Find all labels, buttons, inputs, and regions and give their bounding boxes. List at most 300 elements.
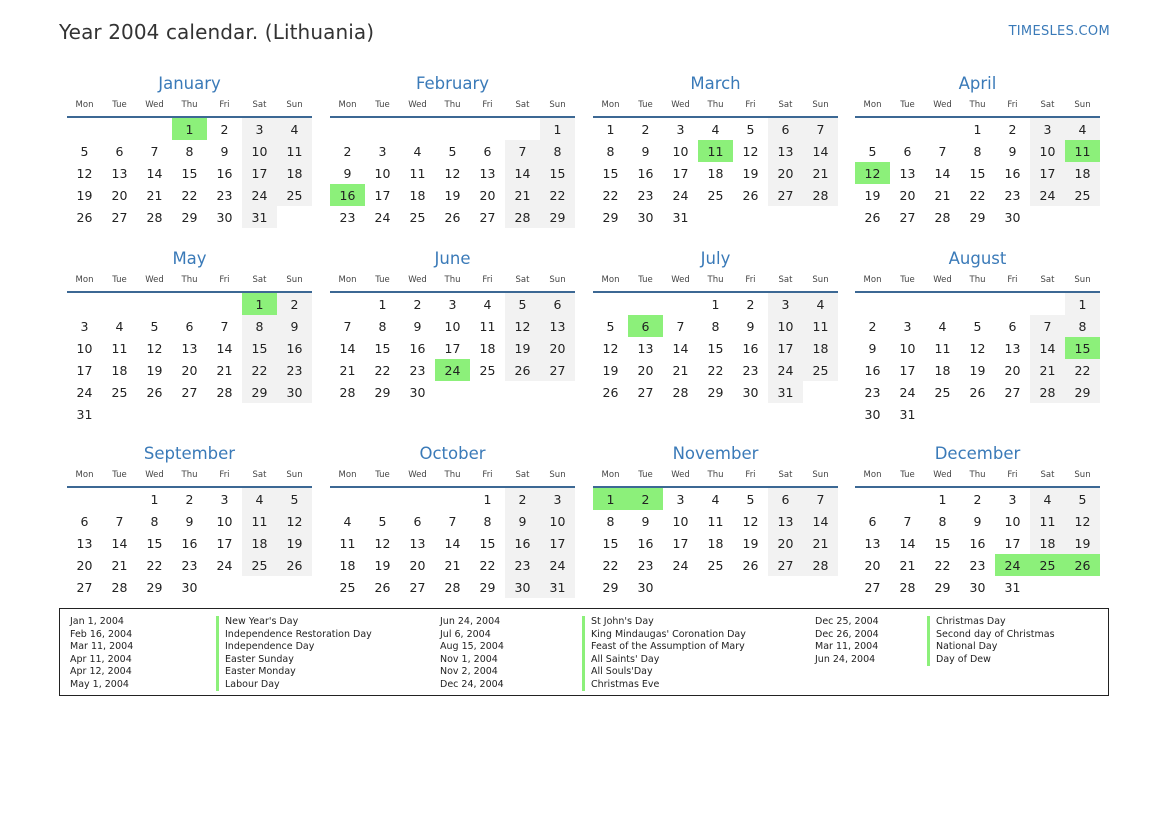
weekday-header: Tue bbox=[890, 97, 925, 117]
month-name: November bbox=[672, 444, 759, 463]
day-cell: 27 bbox=[864, 579, 881, 595]
empty-day-cell bbox=[890, 292, 925, 315]
holiday-name: New Year's Day bbox=[216, 616, 298, 629]
day-cell: 21 bbox=[899, 557, 916, 573]
weekday-header: Wed bbox=[400, 97, 435, 117]
day-cell: 3 bbox=[903, 318, 912, 334]
holiday-day-cell: 15 bbox=[1065, 337, 1100, 359]
weekday-header: Wed bbox=[925, 467, 960, 487]
holiday-date: Aug 15, 2004 bbox=[440, 641, 504, 652]
day-cell: 19 bbox=[277, 532, 312, 554]
day-cell: 20 bbox=[540, 337, 575, 359]
empty-day-cell bbox=[277, 206, 312, 228]
holiday-name: National Day bbox=[927, 641, 997, 654]
day-cell: 17 bbox=[1004, 535, 1021, 551]
day-cell: 31 bbox=[76, 406, 93, 422]
empty-day-cell bbox=[540, 381, 575, 403]
empty-day-cell bbox=[768, 576, 803, 598]
weekday-header: Fri bbox=[995, 272, 1030, 292]
day-cell: 31 bbox=[672, 209, 689, 225]
day-cell: 25 bbox=[1065, 184, 1100, 206]
empty-day-cell bbox=[137, 117, 172, 140]
day-cell: 16 bbox=[742, 340, 759, 356]
empty-day-cell bbox=[277, 403, 312, 425]
day-cell: 26 bbox=[277, 554, 312, 576]
day-cell: 15 bbox=[146, 535, 163, 551]
weekday-header: Tue bbox=[102, 272, 137, 292]
empty-day-cell bbox=[890, 487, 925, 510]
day-cell: 30 bbox=[742, 384, 759, 400]
day-cell: 8 bbox=[540, 140, 575, 162]
day-cell: 10 bbox=[672, 513, 689, 529]
day-cell: 29 bbox=[479, 579, 496, 595]
holiday-name: Easter Sunday bbox=[216, 654, 294, 667]
month-table bbox=[593, 97, 838, 228]
empty-day-cell bbox=[803, 576, 838, 598]
day-cell: 29 bbox=[602, 579, 619, 595]
holiday-date: Dec 25, 2004 bbox=[815, 616, 879, 627]
day-cell: 9 bbox=[220, 143, 229, 159]
day-cell: 14 bbox=[934, 165, 951, 181]
holiday-name: Christmas Eve bbox=[582, 679, 659, 692]
day-cell: 22 bbox=[242, 359, 277, 381]
holiday-date: Jun 24, 2004 bbox=[440, 616, 501, 627]
day-cell: 26 bbox=[969, 384, 986, 400]
day-cell: 3 bbox=[1008, 491, 1017, 507]
day-cell: 26 bbox=[742, 187, 759, 203]
day-cell: 8 bbox=[378, 318, 387, 334]
day-cell: 17 bbox=[768, 337, 803, 359]
weekday-header: Sun bbox=[1065, 97, 1100, 117]
empty-day-cell bbox=[277, 576, 312, 598]
day-cell: 10 bbox=[1004, 513, 1021, 529]
day-cell: 13 bbox=[111, 165, 128, 181]
weekday-header: Thu bbox=[960, 467, 995, 487]
day-cell: 7 bbox=[803, 487, 838, 510]
month-name: June bbox=[434, 249, 471, 268]
day-cell: 14 bbox=[1030, 337, 1065, 359]
day-cell: 24 bbox=[76, 384, 93, 400]
empty-day-cell bbox=[1065, 576, 1100, 598]
empty-day-cell bbox=[365, 117, 400, 140]
weekday-header: Thu bbox=[172, 272, 207, 292]
empty-day-cell bbox=[470, 381, 505, 403]
day-cell: 12 bbox=[277, 510, 312, 532]
day-cell: 25 bbox=[111, 384, 128, 400]
empty-day-cell bbox=[995, 292, 1030, 315]
day-cell: 7 bbox=[115, 513, 124, 529]
empty-day-cell bbox=[855, 487, 890, 510]
day-cell: 21 bbox=[1030, 359, 1065, 381]
weekday-header: Tue bbox=[102, 467, 137, 487]
day-cell: 10 bbox=[374, 165, 391, 181]
month-table bbox=[855, 467, 1100, 598]
day-cell: 14 bbox=[803, 140, 838, 162]
day-cell: 4 bbox=[1030, 487, 1065, 510]
day-cell: 4 bbox=[711, 121, 720, 137]
day-cell: 2 bbox=[413, 296, 422, 312]
day-cell: 14 bbox=[146, 165, 163, 181]
weekday-header: Sat bbox=[768, 467, 803, 487]
day-cell: 16 bbox=[637, 535, 654, 551]
day-cell: 20 bbox=[637, 362, 654, 378]
weekday-header: Wed bbox=[137, 97, 172, 117]
day-cell: 28 bbox=[803, 554, 838, 576]
day-cell: 2 bbox=[505, 487, 540, 510]
day-cell: 21 bbox=[505, 184, 540, 206]
day-cell: 27 bbox=[899, 209, 916, 225]
day-cell: 20 bbox=[111, 187, 128, 203]
day-cell: 17 bbox=[444, 340, 461, 356]
day-cell: 24 bbox=[216, 557, 233, 573]
day-cell: 9 bbox=[973, 513, 982, 529]
empty-day-cell bbox=[733, 206, 768, 228]
day-cell: 20 bbox=[899, 187, 916, 203]
weekday-header: Wed bbox=[137, 272, 172, 292]
day-cell: 7 bbox=[803, 117, 838, 140]
day-cell: 23 bbox=[1004, 187, 1021, 203]
day-cell: 28 bbox=[1030, 381, 1065, 403]
day-cell: 8 bbox=[606, 143, 615, 159]
day-cell: 20 bbox=[864, 557, 881, 573]
weekday-header: Fri bbox=[207, 97, 242, 117]
weekday-header: Mon bbox=[593, 467, 628, 487]
holiday-name: St John's Day bbox=[582, 616, 654, 629]
weekday-header: Mon bbox=[67, 467, 102, 487]
day-cell: 26 bbox=[505, 359, 540, 381]
day-cell: 23 bbox=[216, 187, 233, 203]
day-cell: 24 bbox=[1030, 184, 1065, 206]
day-cell: 8 bbox=[711, 318, 720, 334]
holiday-date: Mar 11, 2004 bbox=[70, 641, 134, 652]
day-cell: 11 bbox=[1030, 510, 1065, 532]
month-name: May bbox=[172, 249, 207, 268]
weekday-header: Thu bbox=[698, 272, 733, 292]
day-cell: 15 bbox=[374, 340, 391, 356]
empty-day-cell bbox=[330, 292, 365, 315]
empty-day-cell bbox=[400, 117, 435, 140]
empty-day-cell bbox=[102, 117, 137, 140]
day-cell: 30 bbox=[409, 384, 426, 400]
holiday-name: Labour Day bbox=[216, 679, 280, 692]
day-cell: 5 bbox=[606, 318, 615, 334]
day-cell: 24 bbox=[672, 187, 689, 203]
weekday-header: Fri bbox=[470, 467, 505, 487]
day-cell: 24 bbox=[672, 557, 689, 573]
day-cell: 18 bbox=[479, 340, 496, 356]
day-cell: 7 bbox=[220, 318, 229, 334]
day-cell: 16 bbox=[409, 340, 426, 356]
month-table bbox=[855, 97, 1100, 228]
day-cell: 15 bbox=[969, 165, 986, 181]
day-cell: 8 bbox=[242, 315, 277, 337]
day-cell: 25 bbox=[339, 579, 356, 595]
day-cell: 8 bbox=[938, 513, 947, 529]
day-cell: 17 bbox=[1030, 162, 1065, 184]
day-cell: 20 bbox=[409, 557, 426, 573]
empty-day-cell bbox=[925, 117, 960, 140]
empty-day-cell bbox=[1065, 403, 1100, 425]
weekday-header: Mon bbox=[855, 97, 890, 117]
day-cell: 5 bbox=[150, 318, 159, 334]
weekday-header: Thu bbox=[435, 97, 470, 117]
holiday-day-cell: 1 bbox=[242, 292, 277, 315]
day-cell: 21 bbox=[216, 362, 233, 378]
empty-day-cell bbox=[925, 403, 960, 425]
holiday-date: May 1, 2004 bbox=[70, 678, 129, 690]
day-cell: 29 bbox=[934, 579, 951, 595]
day-cell: 12 bbox=[742, 143, 759, 159]
day-cell: 27 bbox=[768, 554, 803, 576]
empty-day-cell bbox=[67, 487, 102, 510]
day-cell: 8 bbox=[973, 143, 982, 159]
weekday-header: Sat bbox=[1030, 467, 1065, 487]
day-cell: 7 bbox=[903, 513, 912, 529]
empty-day-cell bbox=[102, 487, 137, 510]
weekday-header: Thu bbox=[435, 272, 470, 292]
day-cell: 18 bbox=[242, 532, 277, 554]
day-cell: 13 bbox=[540, 315, 575, 337]
weekday-header: Mon bbox=[593, 97, 628, 117]
weekday-header: Mon bbox=[330, 97, 365, 117]
weekday-header: Wed bbox=[663, 467, 698, 487]
day-cell: 4 bbox=[938, 318, 947, 334]
day-cell: 30 bbox=[181, 579, 198, 595]
month-name: August bbox=[948, 249, 1007, 268]
day-cell: 19 bbox=[1065, 532, 1100, 554]
day-cell: 1 bbox=[540, 117, 575, 140]
holiday-date: Feb 16, 2004 bbox=[70, 628, 133, 640]
day-cell: 6 bbox=[768, 117, 803, 140]
day-cell: 18 bbox=[707, 165, 724, 181]
day-cell: 6 bbox=[1008, 318, 1017, 334]
weekday-header: Wed bbox=[137, 467, 172, 487]
month-name: July bbox=[700, 249, 731, 268]
weekday-header: Mon bbox=[330, 467, 365, 487]
month-name: March bbox=[690, 74, 741, 93]
day-cell: 7 bbox=[448, 513, 457, 529]
day-cell: 16 bbox=[864, 362, 881, 378]
day-cell: 23 bbox=[339, 209, 356, 225]
day-cell: 14 bbox=[339, 340, 356, 356]
empty-day-cell bbox=[102, 292, 137, 315]
holiday-date: Dec 26, 2004 bbox=[815, 628, 879, 640]
day-cell: 16 bbox=[181, 535, 198, 551]
day-cell: 18 bbox=[409, 187, 426, 203]
day-cell: 22 bbox=[146, 557, 163, 573]
weekday-header: Mon bbox=[855, 467, 890, 487]
day-cell: 28 bbox=[672, 384, 689, 400]
empty-day-cell bbox=[960, 292, 995, 315]
day-cell: 19 bbox=[444, 187, 461, 203]
weekday-header: Tue bbox=[365, 467, 400, 487]
day-cell: 31 bbox=[540, 576, 575, 598]
day-cell: 18 bbox=[277, 162, 312, 184]
day-cell: 25 bbox=[934, 384, 951, 400]
weekday-header: Fri bbox=[207, 272, 242, 292]
day-cell: 10 bbox=[76, 340, 93, 356]
day-cell: 12 bbox=[444, 165, 461, 181]
day-cell: 30 bbox=[216, 209, 233, 225]
day-cell: 7 bbox=[938, 143, 947, 159]
empty-day-cell bbox=[803, 381, 838, 403]
day-cell: 2 bbox=[343, 143, 352, 159]
day-cell: 16 bbox=[505, 532, 540, 554]
holiday-date: Jun 24, 2004 bbox=[815, 653, 876, 665]
weekday-header: Sun bbox=[540, 97, 575, 117]
day-cell: 9 bbox=[505, 510, 540, 532]
day-cell: 11 bbox=[242, 510, 277, 532]
empty-day-cell bbox=[242, 403, 277, 425]
month-table bbox=[593, 467, 838, 598]
empty-day-cell bbox=[1030, 403, 1065, 425]
day-cell: 29 bbox=[181, 209, 198, 225]
day-cell: 25 bbox=[707, 187, 724, 203]
weekday-header: Mon bbox=[855, 272, 890, 292]
day-cell: 3 bbox=[220, 491, 229, 507]
day-cell: 6 bbox=[185, 318, 194, 334]
weekday-header: Sat bbox=[242, 97, 277, 117]
empty-day-cell bbox=[365, 487, 400, 510]
holiday-name: Day of Dew bbox=[927, 654, 991, 667]
month-name: January bbox=[158, 74, 221, 93]
day-cell: 22 bbox=[479, 557, 496, 573]
weekday-header: Thu bbox=[435, 467, 470, 487]
day-cell: 17 bbox=[672, 165, 689, 181]
weekday-header: Tue bbox=[365, 97, 400, 117]
day-cell: 21 bbox=[146, 187, 163, 203]
day-cell: 1 bbox=[150, 491, 159, 507]
day-cell: 2 bbox=[1008, 121, 1017, 137]
day-cell: 29 bbox=[242, 381, 277, 403]
day-cell: 11 bbox=[339, 535, 356, 551]
weekday-header: Thu bbox=[698, 467, 733, 487]
weekday-header: Fri bbox=[733, 467, 768, 487]
weekday-header: Wed bbox=[400, 272, 435, 292]
weekday-header: Mon bbox=[67, 272, 102, 292]
weekday-header: Thu bbox=[172, 467, 207, 487]
day-cell: 15 bbox=[479, 535, 496, 551]
day-cell: 13 bbox=[899, 165, 916, 181]
day-cell: 3 bbox=[242, 117, 277, 140]
day-cell: 4 bbox=[1065, 117, 1100, 140]
holiday-name: All Souls'Day bbox=[582, 666, 653, 679]
day-cell: 7 bbox=[505, 140, 540, 162]
weekday-header: Tue bbox=[365, 272, 400, 292]
empty-day-cell bbox=[470, 117, 505, 140]
holiday-day-cell: 12 bbox=[855, 162, 890, 184]
day-cell: 5 bbox=[1065, 487, 1100, 510]
day-cell: 17 bbox=[76, 362, 93, 378]
day-cell: 23 bbox=[409, 362, 426, 378]
holiday-day-cell: 25 bbox=[1030, 554, 1065, 576]
empty-day-cell bbox=[330, 117, 365, 140]
holiday-name: King Mindaugas' Coronation Day bbox=[582, 629, 746, 642]
day-cell: 18 bbox=[934, 362, 951, 378]
day-cell: 22 bbox=[1065, 359, 1100, 381]
day-cell: 1 bbox=[483, 491, 492, 507]
weekday-header: Wed bbox=[663, 97, 698, 117]
day-cell: 25 bbox=[707, 557, 724, 573]
day-cell: 30 bbox=[505, 576, 540, 598]
day-cell: 23 bbox=[277, 359, 312, 381]
day-cell: 21 bbox=[111, 557, 128, 573]
day-cell: 20 bbox=[1004, 362, 1021, 378]
page-title: Year 2004 calendar. (Lithuania) bbox=[59, 20, 375, 44]
day-cell: 17 bbox=[242, 162, 277, 184]
day-cell: 9 bbox=[343, 165, 352, 181]
day-cell: 19 bbox=[76, 187, 93, 203]
day-cell: 21 bbox=[803, 162, 838, 184]
day-cell: 28 bbox=[146, 209, 163, 225]
day-cell: 13 bbox=[864, 535, 881, 551]
day-cell: 3 bbox=[378, 143, 387, 159]
day-cell: 23 bbox=[637, 187, 654, 203]
day-cell: 21 bbox=[672, 362, 689, 378]
day-cell: 23 bbox=[505, 554, 540, 576]
day-cell: 10 bbox=[672, 143, 689, 159]
day-cell: 22 bbox=[969, 187, 986, 203]
empty-day-cell bbox=[855, 292, 890, 315]
month-table bbox=[67, 97, 312, 228]
day-cell: 5 bbox=[746, 491, 755, 507]
day-cell: 28 bbox=[111, 579, 128, 595]
day-cell: 25 bbox=[277, 184, 312, 206]
weekday-header: Mon bbox=[330, 272, 365, 292]
day-cell: 9 bbox=[641, 513, 650, 529]
day-cell: 5 bbox=[973, 318, 982, 334]
day-cell: 9 bbox=[277, 315, 312, 337]
day-cell: 15 bbox=[181, 165, 198, 181]
weekday-header: Tue bbox=[628, 97, 663, 117]
day-cell: 5 bbox=[277, 487, 312, 510]
day-cell: 13 bbox=[1004, 340, 1021, 356]
weekday-header: Sun bbox=[803, 97, 838, 117]
weekday-header: Sun bbox=[277, 97, 312, 117]
day-cell: 2 bbox=[277, 292, 312, 315]
empty-day-cell bbox=[137, 403, 172, 425]
day-cell: 14 bbox=[672, 340, 689, 356]
day-cell: 11 bbox=[409, 165, 426, 181]
day-cell: 30 bbox=[637, 209, 654, 225]
day-cell: 5 bbox=[378, 513, 387, 529]
day-cell: 10 bbox=[899, 340, 916, 356]
month-table bbox=[67, 467, 312, 598]
day-cell: 7 bbox=[150, 143, 159, 159]
weekday-header: Thu bbox=[960, 272, 995, 292]
weekday-header: Sun bbox=[277, 272, 312, 292]
day-cell: 7 bbox=[676, 318, 685, 334]
day-cell: 29 bbox=[969, 209, 986, 225]
month-table bbox=[593, 272, 838, 403]
day-cell: 2 bbox=[220, 121, 229, 137]
day-cell: 30 bbox=[637, 579, 654, 595]
month-table bbox=[330, 97, 575, 228]
day-cell: 31 bbox=[899, 406, 916, 422]
day-cell: 2 bbox=[973, 491, 982, 507]
day-cell: 30 bbox=[969, 579, 986, 595]
empty-day-cell bbox=[207, 292, 242, 315]
holiday-name: Feast of the Assumption of Mary bbox=[582, 641, 745, 654]
site-link[interactable]: TIMESLES.COM bbox=[1008, 24, 1110, 39]
day-cell: 22 bbox=[707, 362, 724, 378]
empty-day-cell bbox=[242, 576, 277, 598]
day-cell: 5 bbox=[505, 292, 540, 315]
day-cell: 6 bbox=[80, 513, 89, 529]
day-cell: 6 bbox=[903, 143, 912, 159]
day-cell: 2 bbox=[746, 296, 755, 312]
day-cell: 28 bbox=[444, 579, 461, 595]
